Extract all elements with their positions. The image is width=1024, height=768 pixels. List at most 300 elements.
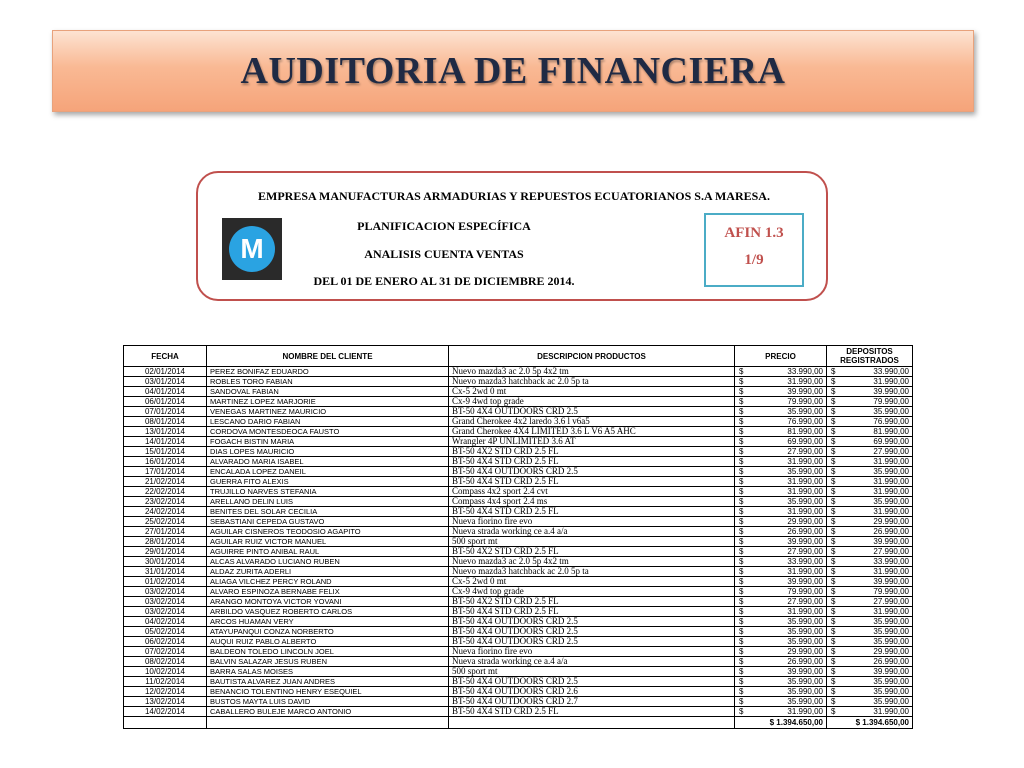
currency-symbol: $ xyxy=(831,637,836,646)
table-row xyxy=(124,447,913,457)
table-row xyxy=(124,477,913,487)
row-descripcion: BT-50 4X2 STD CRD 2.5 FL xyxy=(449,547,735,557)
row-nombre: BUSTOS MAYTA LUIS DAVID xyxy=(207,697,449,707)
amount-value: 35.990,00 xyxy=(873,407,909,416)
row-descripcion: Cx-5 2wd 0 mt xyxy=(449,577,735,587)
row-fecha: 21/02/2014 xyxy=(124,477,207,487)
row-deposito xyxy=(827,577,913,587)
currency-symbol: $ xyxy=(739,657,744,666)
amount-value: 35.990,00 xyxy=(873,687,909,696)
amount-value: 35.990,00 xyxy=(787,687,823,696)
row-precio xyxy=(735,437,827,447)
amount-value: 76.990,00 xyxy=(873,417,909,426)
row-precio xyxy=(735,377,827,387)
row-deposito xyxy=(827,477,913,487)
amount-value: 39.990,00 xyxy=(787,667,823,676)
row-nombre: ALDAZ ZURITA ADERLI xyxy=(207,567,449,577)
row-fecha: 03/01/2014 xyxy=(124,377,207,387)
total-precio: $ 1.394.650,00 xyxy=(735,717,827,729)
table-row xyxy=(124,467,913,477)
currency-symbol: $ xyxy=(831,467,836,476)
currency-symbol: $ xyxy=(739,487,744,496)
row-precio xyxy=(735,537,827,547)
table-row xyxy=(124,687,913,697)
row-deposito xyxy=(827,637,913,647)
currency-symbol: $ xyxy=(739,637,744,646)
table-row xyxy=(124,497,913,507)
table-body xyxy=(124,367,913,717)
currency-symbol: $ xyxy=(739,417,744,426)
row-nombre: ENCALADA LOPEZ DANEIL xyxy=(207,467,449,477)
currency-symbol: $ xyxy=(831,437,836,446)
header-precio: PRECIO xyxy=(735,346,827,367)
currency-symbol: $ xyxy=(831,627,836,636)
amount-value: 79.990,00 xyxy=(787,397,823,406)
currency-symbol: $ xyxy=(739,387,744,396)
row-nombre: LESCANO DARIO FABIAN xyxy=(207,417,449,427)
row-fecha: 03/02/2014 xyxy=(124,607,207,617)
amount-value: 35.990,00 xyxy=(787,697,823,706)
row-descripcion: Nueva fiorino fire evo xyxy=(449,517,735,527)
row-deposito xyxy=(827,537,913,547)
table-row xyxy=(124,537,913,547)
currency-symbol: $ xyxy=(831,377,836,386)
amount-value: 39.990,00 xyxy=(873,577,909,586)
title-banner xyxy=(52,30,974,112)
amount-value: 29.990,00 xyxy=(873,647,909,656)
currency-symbol: $ xyxy=(831,447,836,456)
currency-symbol: $ xyxy=(739,437,744,446)
row-fecha: 07/02/2014 xyxy=(124,647,207,657)
company-name: EMPRESA MANUFACTURAS ARMADURIAS Y REPUESTOS ECUATORIANOS S.A MARESA. xyxy=(258,189,770,203)
row-nombre: ALVARO ESPINOZA BERNABE FELIX xyxy=(207,587,449,597)
row-precio xyxy=(735,677,827,687)
row-nombre: VENEGAS MARTINEZ MAURICIO xyxy=(207,407,449,417)
row-descripcion: BT-50 4X4 OUTDOORS CRD 2.5 xyxy=(449,407,735,417)
row-fecha: 06/02/2014 xyxy=(124,637,207,647)
currency-symbol: $ xyxy=(831,417,836,426)
row-descripcion: Compass 4x2 sport 2.4 cvt xyxy=(449,487,735,497)
row-deposito xyxy=(827,707,913,717)
row-nombre: BENANCIO TOLENTINO HENRY ESEQUIEL xyxy=(207,687,449,697)
amount-value: 26.990,00 xyxy=(873,657,909,666)
amount-value: 35.990,00 xyxy=(873,637,909,646)
row-fecha: 28/01/2014 xyxy=(124,537,207,547)
row-precio xyxy=(735,427,827,437)
amount-value: 35.990,00 xyxy=(787,627,823,636)
currency-symbol: $ xyxy=(831,547,836,556)
row-precio xyxy=(735,387,827,397)
row-descripcion: Cx-9 4wd top grade xyxy=(449,587,735,597)
row-fecha: 08/01/2014 xyxy=(124,417,207,427)
amount-value: 26.990,00 xyxy=(787,527,823,536)
row-fecha: 22/02/2014 xyxy=(124,487,207,497)
table-row xyxy=(124,597,913,607)
amount-value: 39.990,00 xyxy=(787,577,823,586)
currency-symbol: $ xyxy=(739,567,744,576)
row-precio xyxy=(735,577,827,587)
currency-symbol: $ xyxy=(739,547,744,556)
row-descripcion: BT-50 4X4 STD CRD 2.5 FL xyxy=(449,607,735,617)
row-precio xyxy=(735,657,827,667)
sales-ledger-table xyxy=(123,345,913,729)
currency-symbol: $ xyxy=(739,537,744,546)
row-descripcion: Cx-9 4wd top grade xyxy=(449,397,735,407)
row-fecha: 31/01/2014 xyxy=(124,567,207,577)
currency-symbol: $ xyxy=(831,657,836,666)
row-precio xyxy=(735,467,827,477)
row-nombre: MARTINEZ LOPEZ MARJORIE xyxy=(207,397,449,407)
row-deposito xyxy=(827,397,913,407)
currency-symbol: $ xyxy=(831,607,836,616)
row-deposito xyxy=(827,507,913,517)
row-precio xyxy=(735,617,827,627)
row-deposito xyxy=(827,617,913,627)
row-precio xyxy=(735,457,827,467)
row-deposito xyxy=(827,567,913,577)
row-deposito xyxy=(827,497,913,507)
currency-symbol: $ xyxy=(739,587,744,596)
currency-symbol: $ xyxy=(831,367,836,376)
header-nombre: NOMBRE DEL CLIENTE xyxy=(207,346,449,367)
row-nombre: GUERRA FITO ALEXIS xyxy=(207,477,449,487)
table-row xyxy=(124,677,913,687)
row-precio xyxy=(735,607,827,617)
currency-symbol: $ xyxy=(831,617,836,626)
table-header-row xyxy=(124,346,913,367)
amount-value: 27.990,00 xyxy=(787,547,823,556)
currency-symbol: $ xyxy=(831,587,836,596)
amount-value: 81.990,00 xyxy=(787,427,823,436)
row-fecha: 05/02/2014 xyxy=(124,627,207,637)
header-depositos: DEPOSITOS REGISTRADOS xyxy=(827,346,913,367)
row-nombre: BENITES DEL SOLAR CECILIA xyxy=(207,507,449,517)
table-row xyxy=(124,367,913,377)
row-fecha: 06/01/2014 xyxy=(124,397,207,407)
row-deposito xyxy=(827,647,913,657)
currency-symbol: $ xyxy=(739,517,744,526)
row-fecha: 14/02/2014 xyxy=(124,707,207,717)
row-descripcion: BT-50 4X2 STD CRD 2.5 FL xyxy=(449,597,735,607)
row-descripcion: BT-50 4X2 STD CRD 2.5 FL xyxy=(449,447,735,457)
total-deposito: $ 1.394.650,00 xyxy=(827,717,913,729)
row-precio xyxy=(735,547,827,557)
row-fecha: 13/01/2014 xyxy=(124,427,207,437)
row-deposito xyxy=(827,377,913,387)
header-fecha: FECHA xyxy=(124,346,207,367)
currency-symbol: $ xyxy=(739,367,744,376)
row-fecha: 02/01/2014 xyxy=(124,367,207,377)
table-row xyxy=(124,487,913,497)
row-nombre: ARBILDO VASQUEZ ROBERTO CARLOS xyxy=(207,607,449,617)
row-nombre: CORDOVA MONTESDEOCA FAUSTO xyxy=(207,427,449,437)
row-descripcion: BT-50 4X4 OUTDOORS CRD 2.5 xyxy=(449,677,735,687)
row-fecha: 01/02/2014 xyxy=(124,577,207,587)
amount-value: 39.990,00 xyxy=(873,537,909,546)
row-precio xyxy=(735,697,827,707)
row-precio xyxy=(735,667,827,677)
row-fecha: 25/02/2014 xyxy=(124,517,207,527)
amount-value: 35.990,00 xyxy=(873,627,909,636)
amount-value: 76.990,00 xyxy=(787,417,823,426)
row-descripcion: BT-50 4X4 STD CRD 2.5 FL xyxy=(449,457,735,467)
table-row xyxy=(124,507,913,517)
row-deposito xyxy=(827,427,913,437)
amount-value: 31.990,00 xyxy=(787,507,823,516)
table-row xyxy=(124,637,913,647)
amount-value: 31.990,00 xyxy=(873,477,909,486)
currency-symbol: $ xyxy=(831,647,836,656)
row-descripcion: Nuevo mazda3 ac 2.0 5p 4x2 tm xyxy=(449,367,735,377)
currency-symbol: $ xyxy=(739,527,744,536)
currency-symbol: $ xyxy=(831,667,836,676)
row-nombre: AGUILAR RUIZ VICTOR MANUEL xyxy=(207,537,449,547)
currency-symbol: $ xyxy=(739,687,744,696)
row-precio xyxy=(735,397,827,407)
header-box xyxy=(196,171,828,301)
amount-value: 31.990,00 xyxy=(787,487,823,496)
row-deposito xyxy=(827,437,913,447)
amount-value: 69.990,00 xyxy=(787,437,823,446)
amount-value: 31.990,00 xyxy=(787,567,823,576)
row-nombre: ALIAGA VILCHEZ PERCY ROLAND xyxy=(207,577,449,587)
amount-value: 79.990,00 xyxy=(787,587,823,596)
amount-value: 26.990,00 xyxy=(873,527,909,536)
currency-symbol: $ xyxy=(739,447,744,456)
amount-value: 31.990,00 xyxy=(787,707,823,716)
currency-symbol: $ xyxy=(739,377,744,386)
row-fecha: 24/02/2014 xyxy=(124,507,207,517)
amount-value: 29.990,00 xyxy=(787,647,823,656)
row-deposito xyxy=(827,547,913,557)
amount-value: 39.990,00 xyxy=(873,387,909,396)
currency-symbol: $ xyxy=(831,497,836,506)
row-descripcion: Grand Cherokee 4X4 LIMITED 3.6 L V6 A5 AHC xyxy=(449,427,735,437)
row-nombre: ARELLANO DELIN LUIS xyxy=(207,497,449,507)
row-fecha: 27/01/2014 xyxy=(124,527,207,537)
currency-symbol: $ xyxy=(831,397,836,406)
row-deposito xyxy=(827,407,913,417)
currency-symbol: $ xyxy=(739,667,744,676)
row-precio xyxy=(735,407,827,417)
row-fecha: 08/02/2014 xyxy=(124,657,207,667)
row-fecha: 03/02/2014 xyxy=(124,587,207,597)
row-precio xyxy=(735,497,827,507)
currency-symbol: $ xyxy=(739,477,744,486)
amount-value: 31.990,00 xyxy=(873,507,909,516)
row-precio xyxy=(735,517,827,527)
row-precio xyxy=(735,367,827,377)
period-line: DEL 01 DE ENERO AL 31 DE DICIEMBRE 2014. xyxy=(313,274,575,288)
row-precio xyxy=(735,557,827,567)
amount-value: 35.990,00 xyxy=(787,637,823,646)
amount-value: 79.990,00 xyxy=(873,397,909,406)
amount-value: 31.990,00 xyxy=(787,607,823,616)
row-deposito xyxy=(827,457,913,467)
row-fecha: 11/02/2014 xyxy=(124,677,207,687)
afin-page: 1/9 xyxy=(744,252,764,268)
row-deposito xyxy=(827,607,913,617)
row-precio xyxy=(735,587,827,597)
amount-value: 31.990,00 xyxy=(787,477,823,486)
amount-value: 39.990,00 xyxy=(873,667,909,676)
table-row xyxy=(124,617,913,627)
row-descripcion: BT-50 4X4 STD CRD 2.5 FL xyxy=(449,477,735,487)
table-row xyxy=(124,407,913,417)
currency-symbol: $ xyxy=(739,627,744,636)
row-nombre: PEREZ BONIFAZ EDUARDO xyxy=(207,367,449,377)
amount-value: 31.990,00 xyxy=(787,377,823,386)
table-row xyxy=(124,577,913,587)
amount-value: 35.990,00 xyxy=(787,467,823,476)
header-descripcion: DESCRIPCION PRODUCTOS xyxy=(449,346,735,367)
row-nombre: BALVIN SALAZAR JESUS RUBEN xyxy=(207,657,449,667)
row-precio xyxy=(735,417,827,427)
amount-value: 31.990,00 xyxy=(873,707,909,716)
row-fecha: 07/01/2014 xyxy=(124,407,207,417)
amount-value: 33.990,00 xyxy=(787,557,823,566)
row-descripcion: Nueva strada working ce a.4 a/a xyxy=(449,657,735,667)
row-nombre: BALDEON TOLEDO LINCOLN JOEL xyxy=(207,647,449,657)
currency-symbol: $ xyxy=(739,707,744,716)
row-precio xyxy=(735,597,827,607)
row-precio xyxy=(735,507,827,517)
row-deposito xyxy=(827,487,913,497)
row-deposito xyxy=(827,467,913,477)
amount-value: 39.990,00 xyxy=(787,537,823,546)
row-precio xyxy=(735,447,827,457)
row-precio xyxy=(735,647,827,657)
row-fecha: 12/02/2014 xyxy=(124,687,207,697)
row-descripcion: 500 sport mt xyxy=(449,667,735,677)
amount-value: 26.990,00 xyxy=(787,657,823,666)
row-nombre: BARRA SALAS MOISES xyxy=(207,667,449,677)
row-descripcion: BT-50 4X4 OUTDOORS CRD 2.5 xyxy=(449,617,735,627)
currency-symbol: $ xyxy=(831,597,836,606)
currency-symbol: $ xyxy=(831,457,836,466)
amount-value: 31.990,00 xyxy=(873,487,909,496)
table-row xyxy=(124,397,913,407)
afin-code: AFIN 1.3 xyxy=(724,225,784,241)
table-row xyxy=(124,387,913,397)
row-descripcion: Nuevo mazda3 hatchback ac 2.0 5p ta xyxy=(449,567,735,577)
currency-symbol: $ xyxy=(831,687,836,696)
amount-value: 35.990,00 xyxy=(787,677,823,686)
row-deposito xyxy=(827,387,913,397)
row-fecha: 16/01/2014 xyxy=(124,457,207,467)
currency-symbol: $ xyxy=(831,567,836,576)
row-descripcion: 500 sport mt xyxy=(449,537,735,547)
amount-value: 33.990,00 xyxy=(787,367,823,376)
currency-symbol: $ xyxy=(739,507,744,516)
row-precio xyxy=(735,637,827,647)
currency-symbol: $ xyxy=(739,467,744,476)
row-fecha: 30/01/2014 xyxy=(124,557,207,567)
currency-symbol: $ xyxy=(831,707,836,716)
currency-symbol: $ xyxy=(739,397,744,406)
amount-value: 31.990,00 xyxy=(873,567,909,576)
currency-symbol: $ xyxy=(739,577,744,586)
row-deposito xyxy=(827,367,913,377)
currency-symbol: $ xyxy=(739,407,744,416)
amount-value: 35.990,00 xyxy=(873,677,909,686)
table-row xyxy=(124,437,913,447)
currency-symbol: $ xyxy=(831,407,836,416)
amount-value: 35.990,00 xyxy=(873,467,909,476)
row-fecha: 04/01/2014 xyxy=(124,387,207,397)
amount-value: 33.990,00 xyxy=(873,367,909,376)
table-row xyxy=(124,647,913,657)
table-row xyxy=(124,657,913,667)
row-descripcion: BT-50 4X4 STD CRD 2.5 FL xyxy=(449,707,735,717)
row-nombre: TRUJILLO NARVES STEFANIA xyxy=(207,487,449,497)
currency-symbol: $ xyxy=(739,647,744,656)
analysis-line: ANALISIS CUENTA VENTAS xyxy=(364,247,524,261)
row-fecha: 17/01/2014 xyxy=(124,467,207,477)
amount-value: 27.990,00 xyxy=(873,547,909,556)
table-row xyxy=(124,697,913,707)
logo-m-icon: M xyxy=(229,226,275,272)
table-row xyxy=(124,707,913,717)
currency-symbol: $ xyxy=(831,557,836,566)
row-descripcion: Nueva fiorino fire evo xyxy=(449,647,735,657)
table-row xyxy=(124,527,913,537)
amount-value: 39.990,00 xyxy=(787,387,823,396)
currency-symbol: $ xyxy=(831,477,836,486)
amount-value: 35.990,00 xyxy=(787,407,823,416)
amount-value: 35.990,00 xyxy=(787,617,823,626)
currency-symbol: $ xyxy=(831,527,836,536)
row-deposito xyxy=(827,597,913,607)
row-nombre: CABALLERO BULEJE MARCO ANTONIO xyxy=(207,707,449,717)
amount-value: 27.990,00 xyxy=(873,597,909,606)
row-deposito xyxy=(827,557,913,567)
row-nombre: AUQUI RUIZ PABLO ALBERTO xyxy=(207,637,449,647)
amount-value: 35.990,00 xyxy=(873,617,909,626)
currency-symbol: $ xyxy=(739,607,744,616)
amount-value: 31.990,00 xyxy=(873,377,909,386)
amount-value: 27.990,00 xyxy=(787,597,823,606)
total-empty-2 xyxy=(207,717,449,729)
row-fecha: 15/01/2014 xyxy=(124,447,207,457)
row-nombre: BAUTISTA ALVAREZ JUAN ANDRES xyxy=(207,677,449,687)
currency-symbol: $ xyxy=(739,457,744,466)
row-descripcion: Nueva strada working ce a.4 a/a xyxy=(449,527,735,537)
row-deposito xyxy=(827,697,913,707)
row-descripcion: BT-50 4X4 STD CRD 2.5 FL xyxy=(449,507,735,517)
row-precio xyxy=(735,487,827,497)
row-fecha: 14/01/2014 xyxy=(124,437,207,447)
currency-symbol: $ xyxy=(831,577,836,586)
currency-symbol: $ xyxy=(831,677,836,686)
amount-value: 31.990,00 xyxy=(873,607,909,616)
row-nombre: ARANGO MONTOYA VICTOR YOVANI xyxy=(207,597,449,607)
currency-symbol: $ xyxy=(739,557,744,566)
row-nombre: ALVARADO MARIA ISABEL xyxy=(207,457,449,467)
row-descripcion: Grand Cherokee 4x2 laredo 3.6 l v6a5 xyxy=(449,417,735,427)
row-descripcion: BT-50 4X4 OUTDOORS CRD 2.5 xyxy=(449,467,735,477)
amount-value: 29.990,00 xyxy=(873,517,909,526)
row-precio xyxy=(735,477,827,487)
row-fecha: 29/01/2014 xyxy=(124,547,207,557)
row-nombre: DIAS LOPES MAURICIO xyxy=(207,447,449,457)
amount-value: 29.990,00 xyxy=(787,517,823,526)
total-row xyxy=(124,717,913,729)
row-nombre: SANDOVAL FABIAN xyxy=(207,387,449,397)
table-row xyxy=(124,517,913,527)
total-empty-1 xyxy=(124,717,207,729)
total-empty-3 xyxy=(449,717,735,729)
